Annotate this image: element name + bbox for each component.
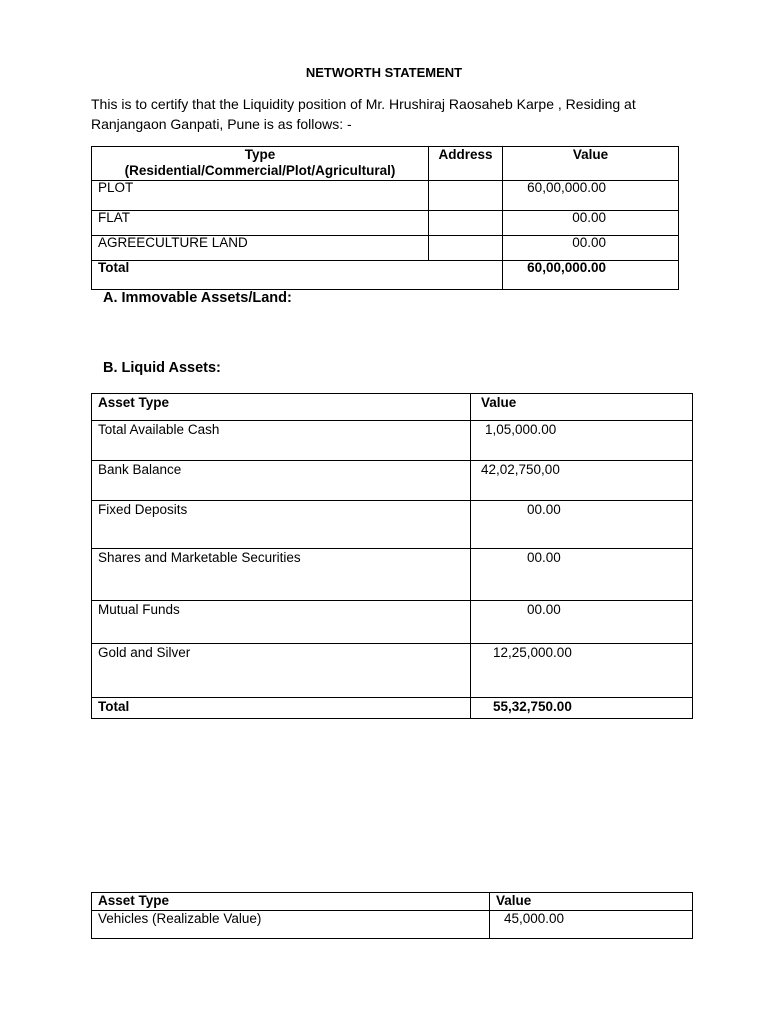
total-label: Total xyxy=(92,698,471,719)
table-row xyxy=(92,911,693,939)
other-assets-table xyxy=(91,892,693,939)
total-label: Total xyxy=(92,261,503,290)
row-value: 00.00 xyxy=(471,501,693,549)
table-header-row xyxy=(92,147,679,181)
table-row xyxy=(92,601,693,644)
row-type: FLAT xyxy=(92,211,429,236)
row-type: PLOT xyxy=(92,181,429,211)
table-row xyxy=(92,644,693,698)
row-type: Shares and Marketable Securities xyxy=(92,549,471,601)
row-address xyxy=(429,211,503,236)
row-value: 42,02,750,00 xyxy=(471,461,693,501)
row-value: 12,25,000.00 xyxy=(471,644,693,698)
value-header: Value xyxy=(471,394,693,421)
type-header-label: Type xyxy=(244,147,276,162)
type-header-sub: (Residential/Commercial/Plot/Agricultural) xyxy=(124,163,396,178)
liquid-assets-table xyxy=(91,393,693,719)
table-row xyxy=(92,461,693,501)
value-header: Value xyxy=(490,893,693,911)
table-row xyxy=(92,181,679,211)
table-row xyxy=(92,501,693,549)
row-value: 00.00 xyxy=(471,549,693,601)
table-row xyxy=(92,211,679,236)
row-address xyxy=(429,236,503,261)
asset-type-header: Asset Type xyxy=(92,394,471,421)
row-type: Gold and Silver xyxy=(92,644,471,698)
value-header: Value xyxy=(503,147,679,181)
row-type: Bank Balance xyxy=(92,461,471,501)
total-row xyxy=(92,261,679,290)
type-header xyxy=(92,147,429,181)
table-row xyxy=(92,421,693,461)
row-value: 1,05,000.00 xyxy=(471,421,693,461)
table-row xyxy=(92,549,693,601)
total-value: 60,00,000.00 xyxy=(503,261,679,290)
address-header: Address xyxy=(429,147,503,181)
asset-type-header: Asset Type xyxy=(92,893,490,911)
certification-text: This is to certify that the Liquidity position of Mr. Hrushiraj Raosaheb Karpe , Residing at Ranjangaon Ganpati, Pune is as follows: - xyxy=(91,96,636,132)
immovable-assets-table xyxy=(91,146,679,290)
row-type: AGREECULTURE LAND xyxy=(92,236,429,261)
table-row xyxy=(92,236,679,261)
row-type: Vehicles (Realizable Value) xyxy=(92,911,490,939)
row-value: 60,00,000.00 xyxy=(503,181,679,211)
page-title: NETWORTH STATEMENT xyxy=(305,65,463,80)
liquid-assets-heading: B. Liquid Assets: xyxy=(103,360,221,376)
row-value: 45,000.00 xyxy=(490,911,693,939)
row-value: 00.00 xyxy=(503,211,679,236)
total-value: 55,32,750.00 xyxy=(471,698,693,719)
table-header-row xyxy=(92,893,693,911)
total-row xyxy=(92,698,693,719)
row-address xyxy=(429,181,503,211)
row-value: 00.00 xyxy=(503,236,679,261)
row-type: Mutual Funds xyxy=(92,601,471,644)
row-type: Total Available Cash xyxy=(92,421,471,461)
row-type: Fixed Deposits xyxy=(92,501,471,549)
table-header-row xyxy=(92,394,693,421)
immovable-assets-heading: A. Immovable Assets/Land: xyxy=(103,290,292,306)
row-value: 00.00 xyxy=(471,601,693,644)
